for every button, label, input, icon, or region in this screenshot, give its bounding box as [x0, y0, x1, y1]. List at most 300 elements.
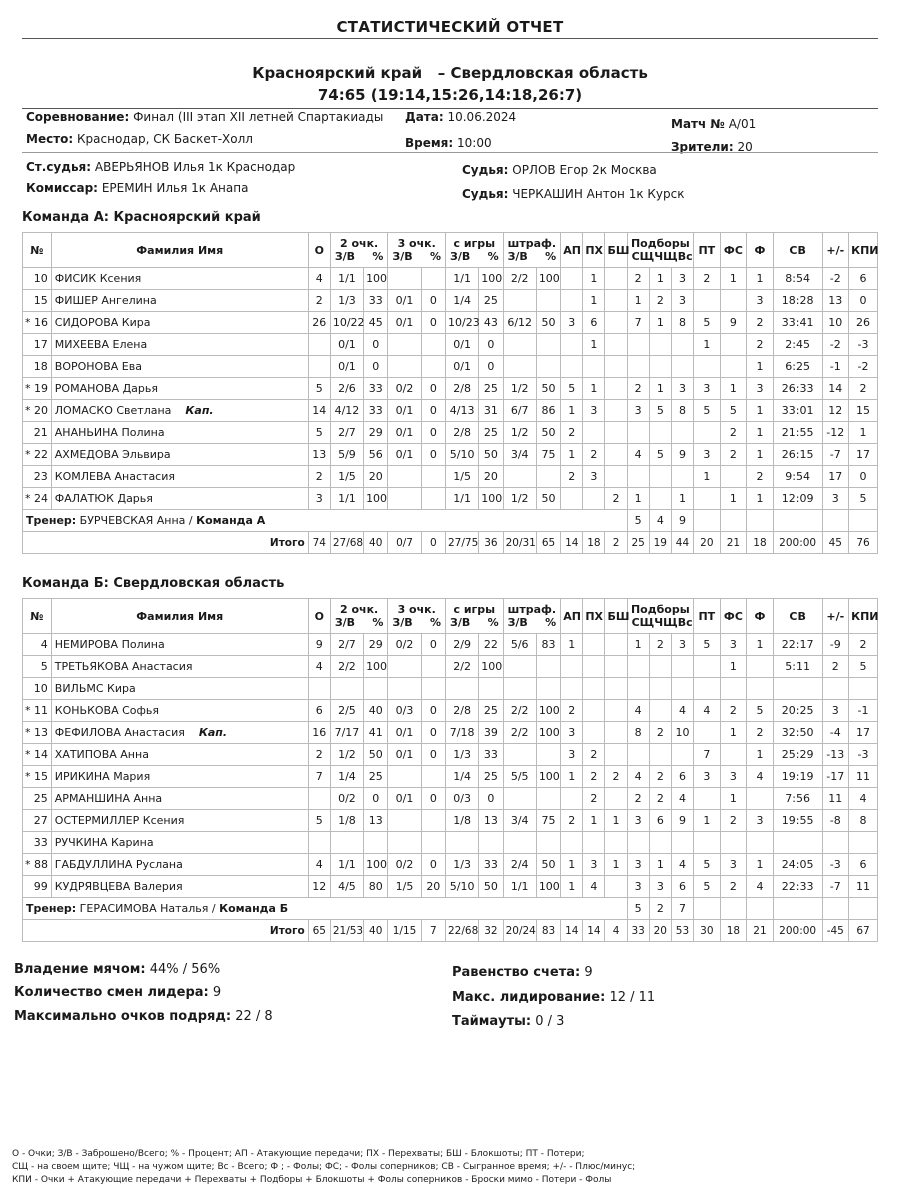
stat-three-p — [421, 488, 445, 510]
total-fg-m: 22/68 — [446, 920, 479, 942]
player-number: * 88 — [23, 854, 52, 876]
total-min: 200:00 — [773, 532, 822, 554]
stat-pts: 13 — [308, 444, 330, 466]
stat-three-m: 0/2 — [388, 854, 421, 876]
stat-stl: 1 — [583, 378, 605, 400]
player-row — [23, 422, 878, 444]
stat-tov: 5 — [694, 876, 721, 898]
col-free-throws — [503, 233, 561, 268]
total-two-m: 27/68 — [330, 532, 363, 554]
stat-eff: 4 — [849, 788, 878, 810]
stat-three-p: 0 — [421, 400, 445, 422]
stat-blk: 1 — [605, 854, 627, 876]
info-divider — [22, 152, 878, 153]
made-attempted-label: З/В — [334, 250, 356, 263]
stat-blk — [605, 678, 627, 700]
coach-reb-def: 5 — [627, 510, 649, 532]
player-row — [23, 268, 878, 290]
coach-reb-off: 2 — [649, 898, 671, 920]
stat-three-m — [388, 810, 421, 832]
col-two-pt — [330, 599, 388, 634]
stat-dreb — [627, 466, 649, 488]
percent-label: % — [545, 616, 557, 629]
stat-two-m: 1/5 — [330, 466, 363, 488]
stat-ast — [561, 334, 583, 356]
stat-ft-m — [503, 744, 536, 766]
total-fg-p: 36 — [479, 532, 503, 554]
stat-fg-m: 4/13 — [446, 400, 479, 422]
stat-two-p: 80 — [364, 876, 388, 898]
stat-ft-p: 75 — [536, 810, 560, 832]
total-row — [23, 920, 878, 942]
stat-fd: 3 — [720, 854, 747, 876]
stat-three-m: 0/1 — [388, 312, 421, 334]
stat-pm: -1 — [822, 356, 849, 378]
coach-prefix: Тренер: — [26, 514, 77, 527]
stat-pts: 4 — [308, 854, 330, 876]
player-number: * 20 — [23, 400, 52, 422]
stat-eff: 5 — [849, 488, 878, 510]
stat-fg-m: 0/3 — [446, 788, 479, 810]
col-three-pt-sub — [390, 250, 443, 263]
player-number: * 19 — [23, 378, 52, 400]
stat-pf: 1 — [747, 400, 774, 422]
stat-min: 19:55 — [773, 810, 822, 832]
percent-label: % — [487, 616, 499, 629]
player-row — [23, 400, 878, 422]
stat-ft-m: 1/2 — [503, 488, 536, 510]
legend-line-1: О - Очки; З/В - Заброшено/Всего; % - Процент; АП - Атакующие передачи; ПХ - Перехваты; БШ - Блокшоты; ПТ - Потери; — [12, 1149, 585, 1159]
stat-fg-p: 43 — [479, 312, 503, 334]
stat-fg-p: 13 — [479, 810, 503, 832]
stat-treb — [671, 466, 693, 488]
abbreviation-legend — [12, 1148, 892, 1187]
stat-treb — [671, 356, 693, 378]
stat-pts: 5 — [308, 810, 330, 832]
stat-three-p — [421, 810, 445, 832]
stat-ast: 1 — [561, 854, 583, 876]
stat-ft-p — [536, 656, 560, 678]
stat-ast: 2 — [561, 810, 583, 832]
stat-three-m: 0/2 — [388, 634, 421, 656]
col-assists: АП — [561, 233, 583, 268]
stat-treb: 9 — [671, 810, 693, 832]
stat-fg-p: 25 — [479, 422, 503, 444]
stat-dreb: 3 — [627, 854, 649, 876]
col-plus-minus: +/- — [822, 599, 849, 634]
stat-two-m: 2/2 — [330, 656, 363, 678]
stat-blk — [605, 466, 627, 488]
stat-pm: 3 — [822, 700, 849, 722]
total-three-m: 0/7 — [388, 532, 421, 554]
stat-fg-m: 1/8 — [446, 810, 479, 832]
stat-ft-m — [503, 788, 536, 810]
stat-three-m: 0/1 — [388, 788, 421, 810]
stat-fg-p: 25 — [479, 700, 503, 722]
col-three-pt-sub — [390, 616, 443, 629]
total-fg-p: 32 — [479, 920, 503, 942]
stat-three-m: 0/1 — [388, 422, 421, 444]
stat-tov — [694, 722, 721, 744]
stat-eff: 11 — [849, 766, 878, 788]
stat-two-m — [330, 832, 363, 854]
player-name — [51, 444, 308, 466]
coach-reb-off: 4 — [649, 510, 671, 532]
stat-two-p: 33 — [364, 378, 388, 400]
player-number: 10 — [23, 678, 52, 700]
percent-label: % — [372, 250, 384, 263]
stat-ft-p: 100 — [536, 766, 560, 788]
stat-two-m: 2/5 — [330, 700, 363, 722]
player-number: 27 — [23, 810, 52, 832]
stat-eff: 5 — [849, 656, 878, 678]
player-name-text: АНАНЬИНА Полина — [54, 426, 165, 439]
stat-dreb: 7 — [627, 312, 649, 334]
stat-pm: -12 — [822, 422, 849, 444]
player-name-text: ВОРОНОВА Ева — [54, 360, 142, 373]
percent-label: % — [487, 250, 499, 263]
stat-two-p: 33 — [364, 400, 388, 422]
stat-ft-p: 83 — [536, 634, 560, 656]
stat-ast — [561, 832, 583, 854]
coach-empty — [747, 510, 774, 532]
coach-empty — [773, 510, 822, 532]
stat-stl — [583, 832, 605, 854]
stat-pf: 1 — [747, 422, 774, 444]
stat-ft-p — [536, 788, 560, 810]
stat-fg-m: 5/10 — [446, 444, 479, 466]
stat-pm: 10 — [822, 312, 849, 334]
stat-blk — [605, 334, 627, 356]
stat-treb: 3 — [671, 268, 693, 290]
stat-ast: 3 — [561, 722, 583, 744]
total-ft-p: 65 — [536, 532, 560, 554]
rebounds-title: Подборы — [630, 603, 690, 616]
stat-treb — [671, 422, 693, 444]
player-row — [23, 744, 878, 766]
lead-changes-summary: Количество смен лидера: 9 — [14, 985, 222, 1000]
stat-two-p: 100 — [364, 656, 388, 678]
stat-min: 32:50 — [773, 722, 822, 744]
spectators-info: Зрители: 20 — [671, 140, 753, 154]
coach-row — [23, 898, 878, 920]
stat-pts: 7 — [308, 766, 330, 788]
stat-treb — [671, 656, 693, 678]
stat-eff: 1 — [849, 422, 878, 444]
stat-tov — [694, 656, 721, 678]
stat-blk — [605, 876, 627, 898]
stat-min — [773, 678, 822, 700]
stat-three-m: 0/2 — [388, 378, 421, 400]
stat-treb — [671, 334, 693, 356]
stat-tov — [694, 832, 721, 854]
player-row — [23, 766, 878, 788]
stat-fg-m: 1/4 — [446, 766, 479, 788]
stat-oreb — [649, 488, 671, 510]
stat-tov: 5 — [694, 634, 721, 656]
player-row — [23, 444, 878, 466]
stat-tov: 7 — [694, 744, 721, 766]
stat-treb: 8 — [671, 400, 693, 422]
stat-pts: 16 — [308, 722, 330, 744]
stat-ast: 2 — [561, 700, 583, 722]
total-ast: 14 — [561, 532, 583, 554]
player-number: 4 — [23, 634, 52, 656]
col-turnovers: ПТ — [694, 599, 721, 634]
stat-two-m: 0/1 — [330, 356, 363, 378]
stat-ast: 2 — [561, 422, 583, 444]
player-name — [51, 832, 308, 854]
header-row — [23, 599, 878, 634]
stat-tov: 5 — [694, 854, 721, 876]
col-efficiency: КПИ — [849, 599, 878, 634]
stat-pm: -9 — [822, 634, 849, 656]
rebounds-sub — [630, 616, 691, 629]
stat-fg-m: 5/10 — [446, 876, 479, 898]
stat-tov — [694, 788, 721, 810]
player-name-text: РОМАНОВА Дарья — [54, 382, 159, 395]
total-ft-m: 20/31 — [503, 532, 536, 554]
made-attempted-label: З/В — [507, 250, 528, 263]
stat-three-p: 0 — [421, 290, 445, 312]
stat-stl: 3 — [583, 400, 605, 422]
col-field-goals-sub — [448, 250, 501, 263]
stat-ft-p: 50 — [536, 422, 560, 444]
stat-ft-m: 3/4 — [503, 444, 536, 466]
total-treb: 53 — [671, 920, 693, 942]
stat-fg-p: 0 — [479, 788, 503, 810]
col-name: Фамилия Имя — [51, 599, 308, 634]
stat-fg-m: 10/23 — [446, 312, 479, 334]
stat-fg-p: 0 — [479, 356, 503, 378]
stat-pm: 11 — [822, 788, 849, 810]
stat-two-p: 100 — [364, 488, 388, 510]
stat-min: 18:28 — [773, 290, 822, 312]
tot-reb-label: Вс — [677, 250, 693, 263]
stat-three-p: 20 — [421, 876, 445, 898]
player-name-text: ИРИКИНА Мария — [54, 770, 151, 783]
stat-pf: 2 — [747, 334, 774, 356]
stat-eff: 8 — [849, 810, 878, 832]
stat-fg-p: 33 — [479, 854, 503, 876]
stat-oreb — [649, 744, 671, 766]
stat-two-m: 1/1 — [330, 854, 363, 876]
col-minutes: СВ — [773, 599, 822, 634]
player-name-text: РУЧКИНА Карина — [54, 836, 154, 849]
player-name — [51, 400, 308, 422]
player-name — [51, 810, 308, 832]
total-label — [23, 920, 309, 942]
stat-stl — [583, 656, 605, 678]
stat-ft-p — [536, 290, 560, 312]
stat-blk — [605, 422, 627, 444]
total-pts: 74 — [308, 532, 330, 554]
stat-ft-p — [536, 744, 560, 766]
stat-three-m — [388, 466, 421, 488]
stat-ft-p: 100 — [536, 722, 560, 744]
total-stl: 14 — [583, 920, 605, 942]
off-reb-label: ЧЩ — [654, 616, 678, 629]
stat-dreb: 3 — [627, 400, 649, 422]
stat-ast: 1 — [561, 400, 583, 422]
stat-ast: 5 — [561, 378, 583, 400]
stat-pf — [747, 678, 774, 700]
stat-dreb: 4 — [627, 444, 649, 466]
stat-ft-m — [503, 656, 536, 678]
player-name — [51, 700, 308, 722]
stat-ft-p: 50 — [536, 854, 560, 876]
stat-pf: 1 — [747, 268, 774, 290]
stat-ast — [561, 356, 583, 378]
stat-fd: 2 — [720, 700, 747, 722]
player-number: * 16 — [23, 312, 52, 334]
match-score: 74:65 (19:14,15:26,14:18,26:7) — [317, 86, 583, 104]
stat-stl: 2 — [583, 788, 605, 810]
stat-fg-m: 1/1 — [446, 488, 479, 510]
made-attempted-label: З/В — [507, 616, 528, 629]
col-fouls: Ф — [747, 233, 774, 268]
coach-empty — [694, 510, 721, 532]
stat-three-m — [388, 832, 421, 854]
coach-name: ГЕРАСИМОВА Наталья — [79, 902, 209, 915]
stat-pm: -4 — [822, 722, 849, 744]
total-label-text: Итого — [269, 536, 305, 549]
player-row — [23, 334, 878, 356]
stat-fg-p: 100 — [479, 656, 503, 678]
stat-eff: 6 — [849, 268, 878, 290]
total-pts: 65 — [308, 920, 330, 942]
player-name — [51, 466, 308, 488]
stat-two-m: 4/5 — [330, 876, 363, 898]
stat-pts — [308, 356, 330, 378]
stat-ft-p: 86 — [536, 400, 560, 422]
stat-three-p — [421, 268, 445, 290]
col-three-pt-title: 3 очк. — [397, 603, 436, 616]
stat-two-m: 0/1 — [330, 334, 363, 356]
total-pm: 45 — [822, 532, 849, 554]
stat-stl — [583, 634, 605, 656]
stat-three-p: 0 — [421, 700, 445, 722]
stat-pts — [308, 678, 330, 700]
stat-dreb: 3 — [627, 876, 649, 898]
stat-pf: 1 — [747, 744, 774, 766]
col-points: О — [308, 599, 330, 634]
coach-row — [23, 510, 878, 532]
total-blk: 4 — [605, 920, 627, 942]
stat-min: 8:54 — [773, 268, 822, 290]
stat-fg-p: 50 — [479, 444, 503, 466]
stat-ft-p: 50 — [536, 312, 560, 334]
stat-pts: 4 — [308, 268, 330, 290]
stat-min: 25:29 — [773, 744, 822, 766]
stat-ft-p: 100 — [536, 876, 560, 898]
stat-fg-m — [446, 678, 479, 700]
legend-line-2: СЩ - на своем щите; ЧЩ - на чужом щите; Вс - Всего; Ф ; - Фолы; ФС; - Фолы соперников; СВ - Сыгранное время; +/- - Плюс/минус; — [12, 1162, 636, 1172]
stat-pm: -7 — [822, 876, 849, 898]
stat-treb: 9 — [671, 444, 693, 466]
col-rebounds — [627, 233, 693, 268]
stat-stl: 2 — [583, 744, 605, 766]
stat-min: 2:45 — [773, 334, 822, 356]
stat-fg-p: 31 — [479, 400, 503, 422]
stat-ast — [561, 788, 583, 810]
stat-pf: 4 — [747, 766, 774, 788]
stat-ft-p — [536, 466, 560, 488]
stat-two-m: 10/22 — [330, 312, 363, 334]
col-free-throws-sub — [506, 616, 559, 629]
stat-tov: 5 — [694, 400, 721, 422]
stat-pf: 3 — [747, 378, 774, 400]
coach-name: БУРЧЕВСКАЯ Анна — [79, 514, 186, 527]
stat-min: 5:11 — [773, 656, 822, 678]
off-reb-label: ЧЩ — [654, 250, 678, 263]
captain-mark: Кап. — [185, 404, 214, 417]
stat-tov — [694, 488, 721, 510]
time-info: Время: 10:00 — [405, 136, 492, 150]
stat-two-m: 2/6 — [330, 378, 363, 400]
match-divider — [22, 108, 878, 109]
stat-pf: 5 — [747, 700, 774, 722]
stat-two-p: 29 — [364, 634, 388, 656]
total-two-m: 21/53 — [330, 920, 363, 942]
stat-fd — [720, 334, 747, 356]
stat-two-p: 13 — [364, 810, 388, 832]
stat-dreb — [627, 744, 649, 766]
stat-fg-p: 33 — [479, 744, 503, 766]
player-name-text: ГАБДУЛЛИНА Руслана — [54, 858, 183, 871]
player-number: 21 — [23, 422, 52, 444]
col-field-goals — [446, 599, 504, 634]
stat-two-p: 50 — [364, 744, 388, 766]
stat-three-p: 0 — [421, 788, 445, 810]
stat-treb: 6 — [671, 766, 693, 788]
stat-oreb: 2 — [649, 722, 671, 744]
stat-stl — [583, 700, 605, 722]
col-plus-minus: +/- — [822, 233, 849, 268]
stat-tov — [694, 290, 721, 312]
stat-two-m — [330, 678, 363, 700]
stat-pts: 26 — [308, 312, 330, 334]
stat-two-p — [364, 678, 388, 700]
stat-treb: 3 — [671, 290, 693, 312]
stat-ast — [561, 268, 583, 290]
stat-ast — [561, 290, 583, 312]
stat-fg-p: 100 — [479, 488, 503, 510]
stat-pm: 17 — [822, 466, 849, 488]
stat-pts: 5 — [308, 422, 330, 444]
stat-oreb: 2 — [649, 634, 671, 656]
stat-three-m: 0/1 — [388, 290, 421, 312]
player-number: * 22 — [23, 444, 52, 466]
player-name — [51, 378, 308, 400]
rebounds-title: Подборы — [630, 237, 690, 250]
stat-three-m — [388, 488, 421, 510]
stat-pm: -2 — [822, 334, 849, 356]
stat-blk — [605, 788, 627, 810]
stat-stl: 1 — [583, 290, 605, 312]
stat-ft-m — [503, 290, 536, 312]
col-field-goals-title: с игры — [453, 603, 496, 616]
stat-ast: 3 — [561, 744, 583, 766]
stat-ft-p — [536, 832, 560, 854]
stat-fg-p: 39 — [479, 722, 503, 744]
stat-pm — [822, 832, 849, 854]
stat-fg-p: 50 — [479, 876, 503, 898]
player-row — [23, 656, 878, 678]
coach-empty — [849, 898, 878, 920]
player-row — [23, 700, 878, 722]
stat-tov: 3 — [694, 444, 721, 466]
